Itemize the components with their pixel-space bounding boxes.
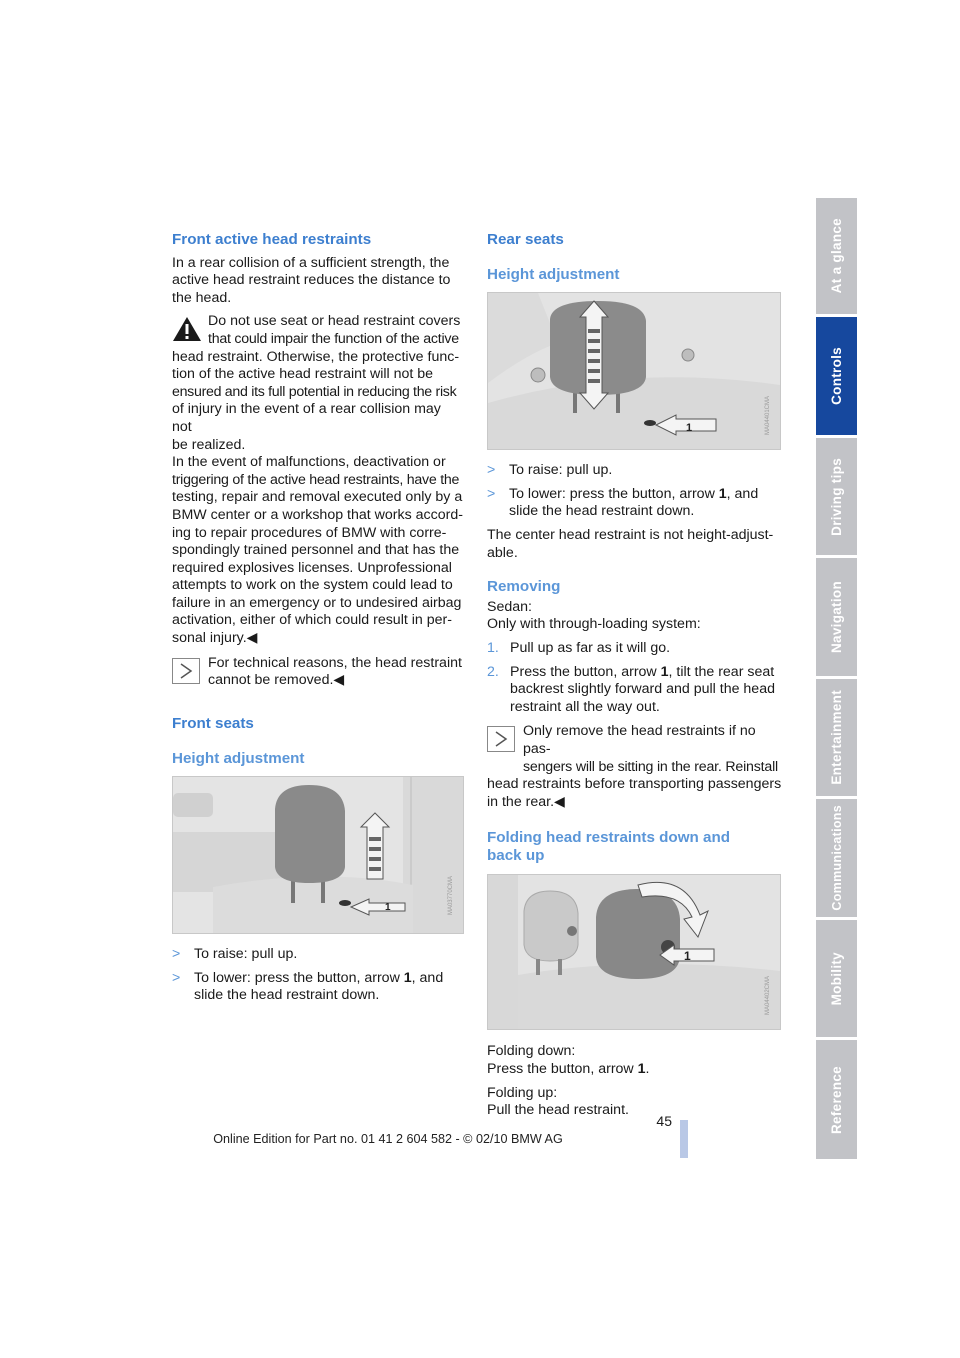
rear-head-restraint-illustration	[488, 293, 780, 449]
footer-text: Online Edition for Part no. 01 41 2 604 582 - © 02/10 BMW AG	[213, 1132, 563, 1146]
heading-height-adjustment-rear: Height adjustment	[487, 265, 620, 283]
step-text-part: restraint all the way out.	[510, 698, 660, 715]
sidebar-tab-entertainment[interactable]	[816, 679, 857, 796]
note-arrow-icon	[487, 726, 515, 752]
bullet-raise	[172, 946, 464, 964]
arrow-number: 1	[660, 663, 669, 680]
bullet-text-part: To lower: press the button, arrow	[509, 485, 719, 502]
step-2	[487, 664, 782, 717]
note-line: Only remove the head restraints if no pas-	[523, 723, 756, 757]
bullet-raise	[487, 462, 782, 480]
folding-down-label: Folding down:	[487, 1043, 576, 1060]
bullet-lower	[172, 970, 464, 1005]
through-loading-text: Only with through-loading system:	[487, 616, 701, 633]
figure-code: MA04401CMA	[765, 396, 772, 436]
step-number: 2.	[487, 663, 499, 680]
step-text	[510, 664, 775, 717]
text-part: Press the button, arrow	[487, 1061, 638, 1078]
bullet-marker: >	[172, 946, 181, 963]
heading-rear-seats: Rear seats	[487, 231, 564, 248]
sidebar-tab-label: Driving tips	[829, 457, 844, 536]
figure-arrow-number: 1	[686, 422, 693, 435]
left-column	[172, 231, 464, 1005]
heading-front-seats: Front seats	[172, 714, 254, 732]
bullet-text: To raise: pull up.	[194, 946, 298, 963]
rear-head-restraint-figure	[487, 292, 781, 450]
note-block-rear	[487, 723, 782, 811]
folding-head-restraint-illustration	[488, 875, 780, 1029]
warning-line: In the event of malfunctions, deactivation or	[172, 454, 446, 471]
sidebar-tab-label: Controls	[829, 347, 844, 405]
heading-front-active-head-restraints: Front active head restraints	[172, 231, 372, 248]
warning-line: spondingly trained personnel and that has the	[172, 542, 460, 559]
bullet-text: To raise: pull up.	[509, 462, 613, 479]
note-line: in the rear.◀	[487, 793, 565, 810]
bullet-text-part: To lower: press the button, arrow	[194, 969, 404, 986]
sidebar-tab-driving-tips[interactable]	[816, 438, 857, 555]
sidebar-tab-label: At a glance	[829, 218, 844, 294]
sidebar-tab-mobility[interactable]	[816, 920, 857, 1037]
step-text-part: , tilt the rear seat	[668, 663, 775, 680]
step-text-part: Press the button, arrow	[510, 663, 661, 680]
folding-up-text: Pull the head restraint.	[487, 1102, 629, 1119]
arrow-number: 1	[403, 969, 412, 986]
heading-line: Folding head restraints down and	[487, 829, 731, 847]
text-line: able.	[487, 544, 518, 561]
note-line: sengers will be sitting in the rear. Reinstall	[523, 758, 778, 775]
front-head-restraint-illustration	[173, 777, 463, 933]
figure-code: MA04402CMA	[765, 976, 772, 1016]
warning-block	[172, 313, 464, 647]
warning-line: activation, either of which could result in per-	[172, 612, 452, 629]
intro-paragraph: In a rear collision of a sufficient strength, the active head restraint reduces the distance to the head.	[172, 254, 451, 306]
sidebar-tab-label: Reference	[829, 1065, 844, 1134]
text-line: The center head restraint is not height-adjust-	[487, 526, 774, 543]
heading-line: back up	[487, 846, 545, 864]
center-restraint-text	[487, 527, 782, 562]
arrow-number: 1	[718, 485, 727, 502]
sidebar-tab-at-a-glance[interactable]	[816, 198, 857, 314]
warning-line: required explosives licenses. Unprofessional	[172, 559, 452, 576]
page-number: 45	[656, 1113, 672, 1129]
note-line: cannot be removed.◀	[208, 672, 345, 689]
right-column	[487, 231, 782, 1120]
sidebar-tab-controls[interactable]	[816, 317, 857, 435]
folding-up-label: Folding up:	[487, 1084, 558, 1101]
bullet-text	[509, 486, 758, 521]
footer-edition-text	[0, 1132, 960, 1146]
bullet-text-part: slide the head restraint down.	[509, 503, 695, 520]
note-block	[172, 655, 464, 690]
bullet-lower	[487, 486, 782, 521]
step-text: Pull up as far as it will go.	[510, 639, 671, 656]
warning-line: sonal injury.◀	[172, 630, 258, 647]
front-head-restraint-figure	[172, 776, 464, 934]
warning-triangle-icon	[172, 316, 202, 342]
text-part: .	[645, 1061, 650, 1078]
warning-line: tion of the active head restraint will not be	[172, 366, 434, 383]
heading-folding	[487, 829, 782, 864]
bullet-marker: >	[487, 485, 496, 502]
folding-down-text	[487, 1061, 782, 1079]
bullet-text	[194, 970, 443, 1005]
sidebar-tab-navigation[interactable]	[816, 558, 857, 676]
warning-line: testing, repair and removal executed only by a	[172, 489, 463, 506]
note-arrow-icon	[172, 658, 200, 684]
figure-arrow-number: 1	[385, 902, 391, 914]
sidebar-tab-label: Navigation	[829, 580, 844, 653]
note-line: head restraints before transporting passengers	[487, 776, 782, 793]
bullet-text-part: slide the head restraint down.	[194, 987, 380, 1004]
bullet-text-part: , and	[411, 969, 444, 986]
sidebar-tab-label: Entertainment	[829, 690, 844, 785]
warning-line: Do not use seat or head restraint covers	[208, 313, 461, 330]
bullet-text-part: , and	[726, 485, 759, 502]
warning-line: triggering of the active head restraints, have the	[172, 471, 460, 488]
warning-line: BMW center or a workshop that works accord-	[172, 506, 463, 523]
note-line: For technical reasons, the head restraint	[208, 654, 462, 671]
heading-height-adjustment: Height adjustment	[172, 750, 305, 768]
warning-line: attempts to work on the system could lead to	[172, 577, 453, 594]
warning-line: failure in an emergency or to undesired airbag	[172, 594, 462, 611]
warning-line: ing to repair procedures of BMW with corre-	[172, 524, 447, 541]
warning-line: ensured and its full potential in reducing the risk	[172, 383, 457, 400]
warning-line: head restraint. Otherwise, the protective func-	[172, 348, 460, 365]
sidebar-tab-label: Mobility	[829, 951, 844, 1006]
figure-code: MA03770CMA	[448, 876, 455, 916]
warning-line: that could impair the function of the active	[208, 330, 459, 347]
step-text-part: backrest slightly forward and pull the head	[510, 681, 775, 698]
sidebar-tab-label: Communications	[829, 805, 844, 911]
sedan-text: Sedan:	[487, 598, 532, 615]
heading-removing: Removing	[487, 578, 561, 596]
step-1	[487, 640, 782, 658]
sidebar-tab-communications[interactable]	[816, 799, 857, 917]
bullet-marker: >	[172, 969, 181, 986]
bullet-marker: >	[487, 462, 496, 479]
arrow-number: 1	[637, 1061, 646, 1078]
step-number: 1.	[487, 639, 499, 656]
figure-arrow-number: 1	[684, 949, 691, 964]
folding-head-restraint-figure	[487, 874, 781, 1030]
warning-line: of injury in the event of a rear collision may not	[172, 401, 441, 435]
warning-line: be realized.	[172, 436, 246, 453]
